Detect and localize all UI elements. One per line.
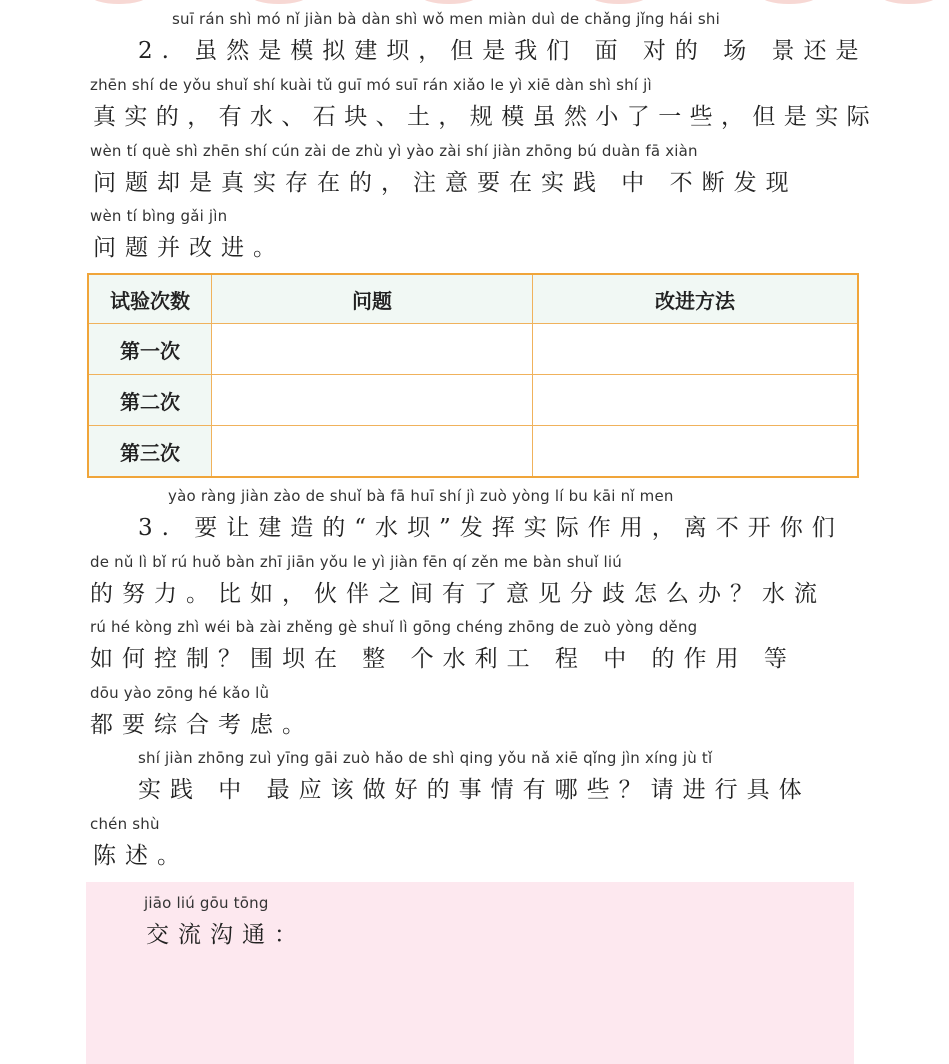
table-row [88, 426, 858, 478]
row-label-2: 第二次 [88, 375, 212, 426]
q-pinyin-1: shí jiàn zhōng zuì yīng gāi zuò hǎo de shì qing yǒu nǎ xiē qǐng jìn xíng jù tǐ [138, 749, 713, 767]
row-label-3: 第三次 [88, 426, 212, 478]
cell-problem-2[interactable] [212, 375, 533, 426]
cell-method-1[interactable] [533, 324, 859, 375]
q-text-2: 陈述。 [93, 843, 189, 869]
discussion-pinyin: jiāo liú gōu tōng [144, 894, 269, 912]
cell-method-3[interactable] [533, 426, 859, 478]
p2-pinyin-3: wèn tí què shì zhēn shí cún zài de zhù yì yào zài shí jiàn zhōng bú duàn fā xiàn [90, 142, 698, 160]
table-row [88, 375, 858, 426]
table-header-row [88, 274, 858, 324]
p2-pinyin-2: zhēn shí de yǒu shuǐ shí kuài tǔ guī mó suī rán xiǎo le yì xiē dàn shì shí jì [90, 76, 652, 94]
p2-text-4: 问题并改进。 [93, 235, 285, 261]
cell-problem-1[interactable] [212, 324, 533, 375]
top-decoration [0, 0, 949, 6]
p3-text-3: 如何控制？围坝在 整 个水利工 程 中 的作用 等 [90, 646, 796, 672]
experiment-table [87, 273, 859, 478]
header-problem: 问题 [212, 274, 533, 324]
p2-pinyin-1: suī rán shì mó nǐ jiàn bà dàn shì wǒ men miàn duì de chǎng jǐng hái shi [172, 10, 720, 28]
p2-text-2: 真实的，有水、石块、土，规模虽然小了一些，但是实际 [93, 104, 878, 130]
p2-text-3: 问题却是真实存在的，注意要在实践 中 不断发现 [93, 170, 798, 196]
header-attempts: 试验次数 [88, 274, 212, 324]
p3-text-1: 3. 要让建造的“水坝”发挥实际作用，离不开你们 [138, 515, 844, 541]
p3-text-2: 的努力。比如，伙伴之间有了意见分歧怎么办？水流 [90, 581, 826, 607]
p3-text-4: 都要综合考虑。 [90, 712, 314, 738]
p3-pinyin-2: de nǔ lì bǐ rú huǒ bàn zhī jiān yǒu le yì jiàn fēn qí zěn me bàn shuǐ liú [90, 553, 622, 571]
row-label-1: 第一次 [88, 324, 212, 375]
p3-pinyin-3: rú hé kòng zhì wéi bà zài zhěng gè shuǐ lì gōng chéng zhōng de zuò yòng děng [90, 618, 698, 636]
cell-method-2[interactable] [533, 375, 859, 426]
p2-text-1: 2. 虽然是模拟建坝，但是我们 面 对的 场 景还是 [138, 38, 868, 64]
q-pinyin-2: chén shù [90, 815, 160, 833]
header-method: 改进方法 [533, 274, 859, 324]
p2-pinyin-4: wèn tí bìng gǎi jìn [90, 207, 228, 225]
q-text-1: 实践 中 最应该做好的事情有哪些？请进行具体 [138, 777, 811, 803]
discussion-label: 交流沟通： [146, 922, 306, 948]
table-row [88, 324, 858, 375]
discussion-box[interactable] [86, 882, 854, 1064]
p3-pinyin-1: yào ràng jiàn zào de shuǐ bà fā huī shí jì zuò yòng lí bu kāi nǐ men [168, 487, 674, 505]
cell-problem-3[interactable] [212, 426, 533, 478]
p3-pinyin-4: dōu yào zōng hé kǎo lǜ [90, 684, 270, 702]
